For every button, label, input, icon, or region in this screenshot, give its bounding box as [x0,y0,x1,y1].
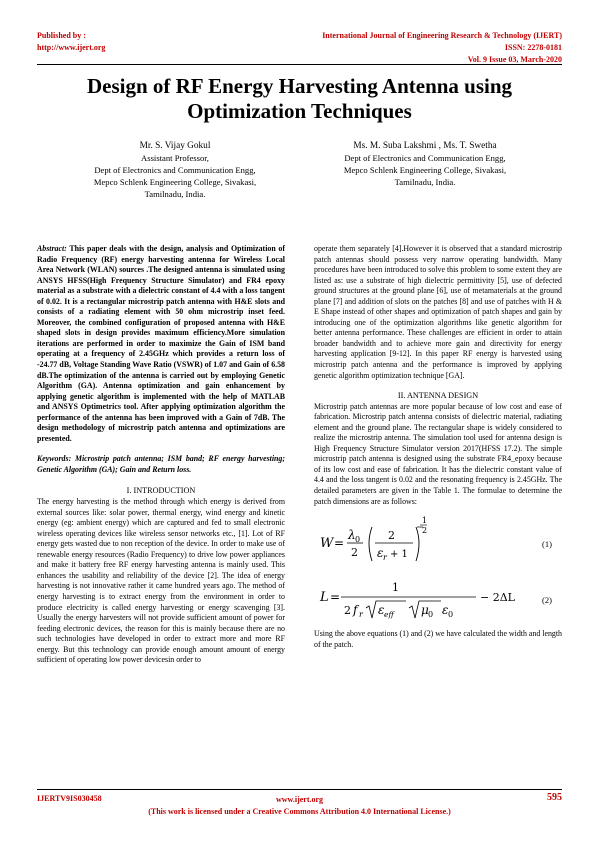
eq2-num: 1 [392,581,399,595]
intro-continued-text: operate them separately [4].However it is observed that a standard microstrip patch antennas should possess very narrow operating bandwidth. Many procedures have been introduced to solve this problem to some extent they are listed as: use a substrate of high dielectric permittivity [5], use of defected ground structures at the ground plane [6], use of metamaterials at the ground plane [7] and addition of slots on the patches [8] and use of patches with H & E Shape instead of other shapes and optimization of patch shapes and gain by introducing one of the optimization algorithms like genetic algorithm for better antenna performance. These challenges are efficient in order to attain broader bandwidth and to achieve more gain and directivity for energy harvesting application [9-12]. In this paper RF energy is harvested using microstrip patch antenna and the performance is improved by applying genetic algorithm optimization technique [GA]. [314,244,562,380]
eq1-lambda-sub: 0 [355,535,361,545]
post-equation-text: Using the above equations (1) and (2) we have calculated the width and length of the patch. [314,629,562,649]
eq2-label: (2) [542,595,552,606]
eq1-exp-den: 2 [422,526,428,536]
author-dept: Dept of Electronics and Communication Engg, [344,153,506,163]
journal-name: International Journal of Engineering Research & Technology (IJERT) [322,31,562,40]
page-number: 595 [547,792,562,803]
eq2-f-sub: r [359,610,363,620]
eq1-den1: 2 [351,546,358,560]
equation-2-svg [314,577,562,625]
author-name: Mr. S. Vijay Gokul [139,141,211,151]
right-column [314,244,562,650]
introduction-text: The energy harvesting is the method through which energy is derived from external sources like: solar power, thermal energy, wind energy and kinetic energy (eg: ambient energy) which are captured and fed to small electronic wireless operating devices like wireless sensor networks etc., [1]. Lot of RF energy gets wasted due to non reception of the device. In order to make use of renewable energy resources (Radio Frequency) to drive low power appliances and make it battery free RF energy harvesting antenna is mainly used. This enhances the usability and reliability of the device [2]. The idea of energy harvesting is not innovative rather it came hundred years ago. The method of energy harvesting is to extract energy from the environment in order to produce electricity is called energy harvesting or energy scavenging [3]. Usually the energy harvesters will not provide sufficient amount of power for feeding electronic devices, the reason for this is mainly because there are no such technologies have developed in order to extract more and more RF energy. But this technology can provide enough amount amount of energy sufficient of operating low power devicesin order to [37,497,285,665]
eq1-label: (1) [542,539,552,550]
author-block-right [310,140,540,188]
section-heading-antenna-design: II. ANTENNA DESIGN [397,391,479,401]
left-column [37,244,285,666]
equation-1 [314,511,562,577]
footer-license: (This work is licensed under a Creative Commons Attribution 4.0 International License.) [148,807,451,816]
author-place: Tamilnadu, India. [394,177,456,187]
eq2-lhs: L [320,590,329,606]
footer-rule [37,789,562,790]
footer-center [37,794,562,818]
eq1-right-paren [416,527,419,561]
author-name: Ms. M. Suba Lakshmi , Ms. T. Swetha [353,141,497,151]
eq2-den-two: 2 [344,604,351,618]
abstract-label: Abstract: [37,244,67,253]
header-left [37,30,105,54]
eq1-eps: ε [377,546,384,561]
eq2-equals: = [330,590,341,605]
eq1-equals: = [334,536,345,551]
eq2-eps0: ε [442,603,449,618]
issn: ISSN: 2278-0181 [504,43,562,52]
equation-1-svg [314,511,562,577]
author-college: Mepco Schlenk Engineering College, Sivakasi, [93,177,257,187]
published-by: Published by : [37,31,86,40]
eq1-lhs: W [320,536,334,552]
journal-url-link[interactable]: http://www.ijert.org [37,43,106,52]
author-role: Assistant Professor, [141,153,209,163]
eq1-lambda: λ [348,528,356,543]
section-heading-introduction: I. INTRODUCTION [126,486,196,496]
eq2-tail: − 2ΔL [480,591,515,605]
paper-title [37,74,562,124]
eq2-f: f [353,603,358,618]
title-line-2: Optimization Techniques [187,99,412,123]
header-right [322,30,562,66]
eq1-eps-sub: r [383,553,387,563]
equation-2 [314,577,562,625]
eq2-eps0-sub: 0 [448,610,454,620]
header-rule [37,64,562,65]
abstract-text: This paper deals with the design, analysis and Optimization of Radio Frequency (RF) energy harvesting antenna for Wireless Local Area Network (WLAN) sources .The designed antenna is simulated using ANSYS HFSS(High Frequency Structure Simulator) and FR4 epoxy material as a substrate with a dielectric constant of 4.4 with a loss tangent of 0.02. It is a rectangular microstrip patch antenna with H&E slots and consists of a radiating element with 50 ohm microstrip inset feed. Moreover, the combined configuration of proposed antenna with H&E shaped slots in design provides maximum efficiency.More simulation iterations are performed in order to maximize the Gain of ISM band operating at a frequency of 2.45GHz which provides a return loss of -24.77 dB, Voltage Standing Wave Ratio (VSWR) of 1.07 and Gain of 6.58 dB.The optimization of the antenna is carried out by employing Genetic Algorithm (GA). Antenna optimization and gain enhancement by applying genetic algorithm is implemented with the help of MATLAB and ANSYS Optimetrics tool. After applying optimization algorithm the performance of the antenna has been improved with a Gain of 7dB. The design methodology of microstrip patch antenna and optimizations are presented. [37,244,285,443]
eq1-exp-num: 1 [422,516,428,526]
keywords-text: Microstrip patch antenna; ISM band; RF energy harvesting; Genetic Algorithm (GA); Gain and Return loss. [37,454,285,474]
eq2-eps-eff: ε [378,603,385,618]
eq2-mu: μ [421,603,429,618]
author-block-left [60,140,290,200]
author-place: Tamilnadu, India. [144,189,206,199]
author-dept: Dept of Electronics and Communication Engg, [94,165,256,175]
paper-id: IJERTV9IS030458 [37,794,102,803]
abstract [37,244,285,444]
eq1-plus-one: + 1 [390,549,408,561]
author-college: Mepco Schlenk Engineering College, Sivakasi, [343,165,507,175]
eq1-num2: 2 [388,529,395,543]
footer-site-link[interactable]: www.ijert.org [275,795,324,804]
eq2-mu-sub: 0 [428,610,434,620]
keywords-label: Keywords: [37,454,72,464]
keywords [37,454,285,475]
eq1-left-paren [369,527,372,561]
antenna-design-text: Microstrip patch antennas are more popular because of low cost and ease of fabrication. Microstrip patch antenna consists of dielectric material, radiating element and the ground plane. The rectangular shape is widely considered to realize the microstrip antenna. The simulation tool used for antenna design is High Frequency Structure Simulator version 2017(HFSS 17.2). The simple microstrip patch antenna is designed using the substrate FR4_epoxy because of its low cost and ease of fabrication. It has the dielectric constant value of 4.4 and the loss tangent is 0.02 and the resonating frequency is 2.45GHz. The detailed parameters are given in the Table 1. The formulae to determine the patch dimensions are as follows: [314,401,562,506]
volume-issue: Vol. 9 Issue 03, March-2020 [467,55,562,64]
title-line-1: Design of RF Energy Harvesting Antenna using [86,74,513,98]
eq2-eps-eff-sub: eff [384,610,394,620]
